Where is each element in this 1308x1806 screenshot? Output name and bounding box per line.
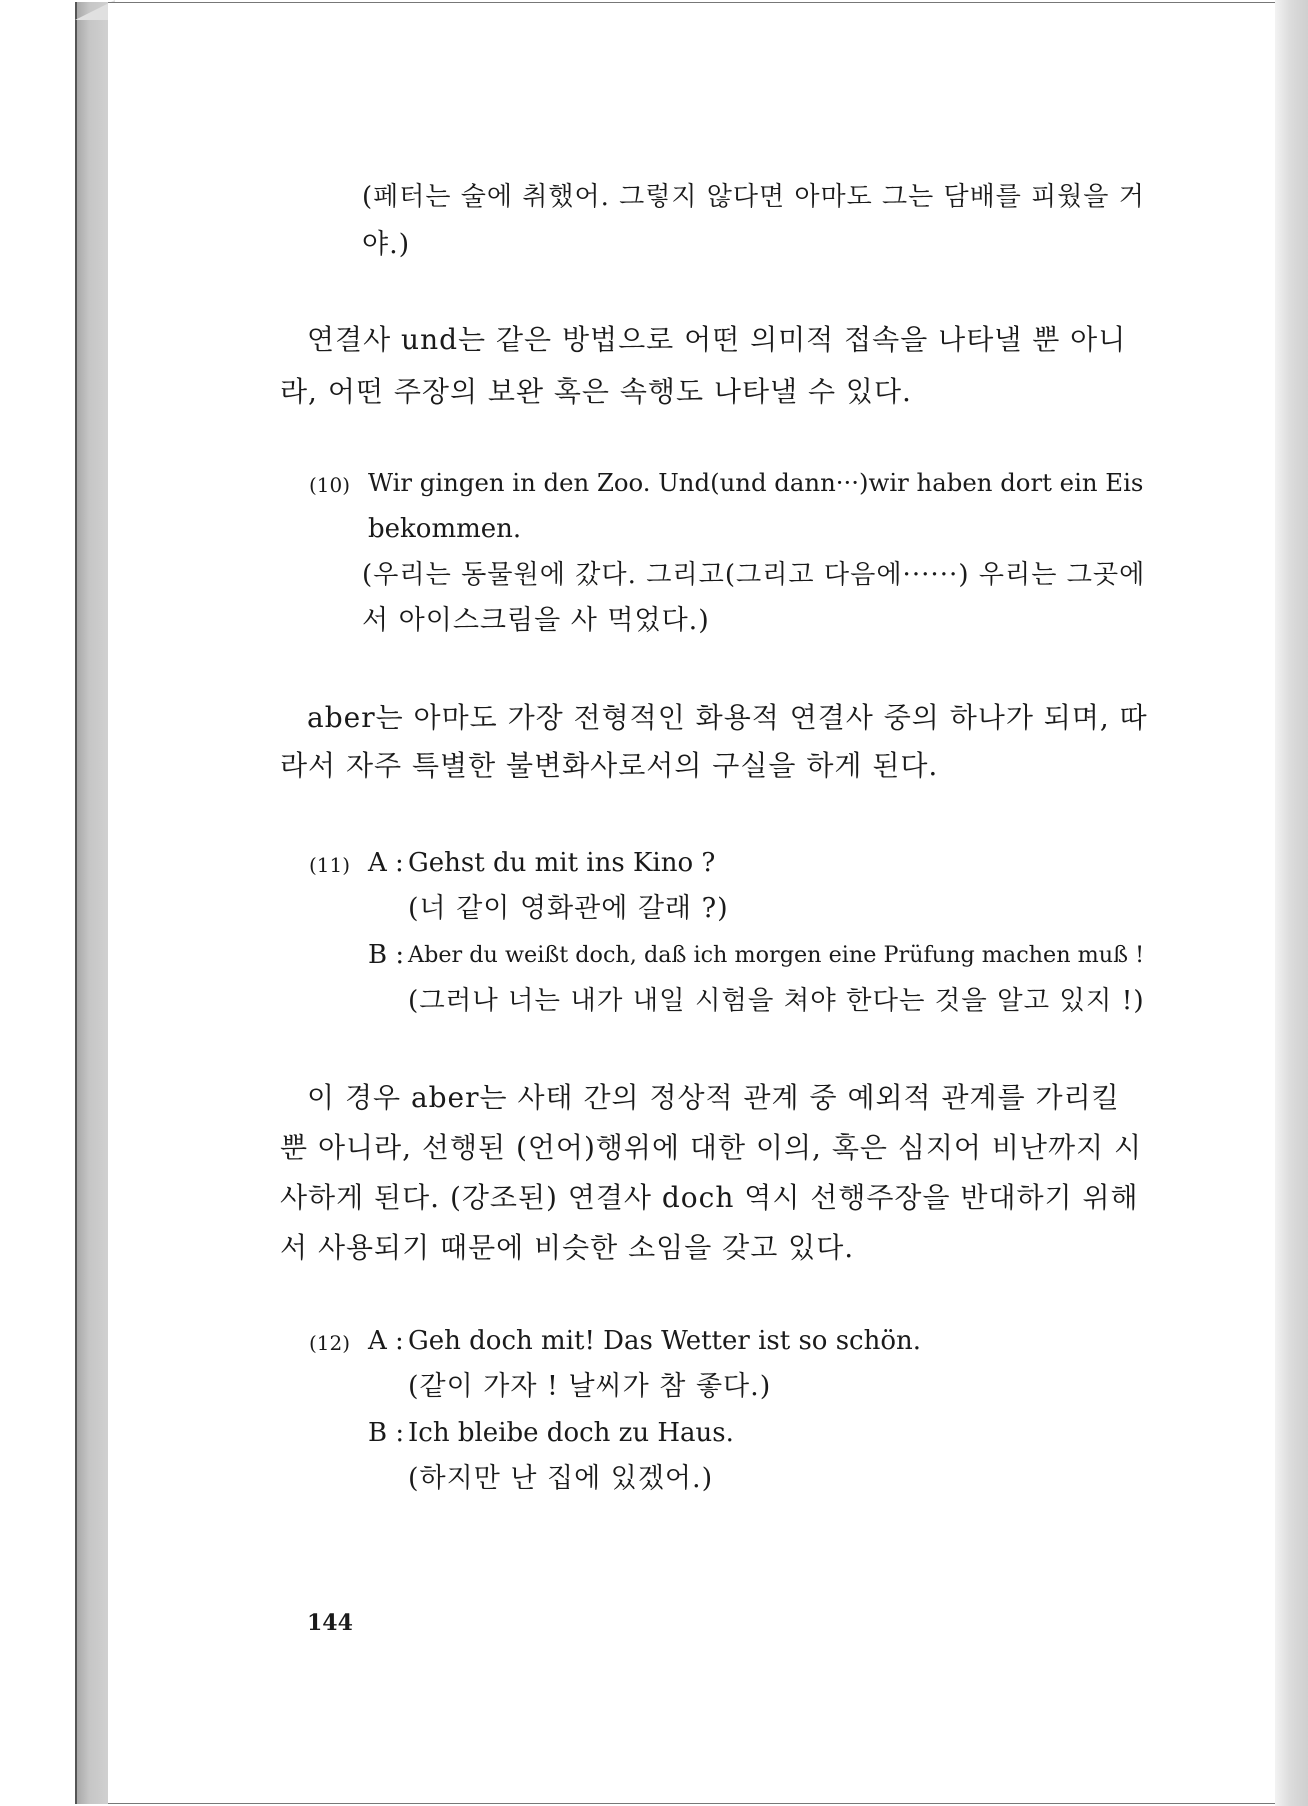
example-10-korean-line-1: (우리는 동물원에 갔다. 그리고(그리고 다음에······) 우리는 그곳에: [362, 560, 1146, 590]
paragraph-1-line-1: 연결사 und는 같은 방법으로 어떤 의미적 접속을 나타낼 뿐 아니: [307, 323, 1127, 356]
example-12-b-korean: (하지만 난 집에 있겠어.): [408, 1463, 714, 1494]
example-11-a-korean: (너 같이 영화관에 갈래 ?): [408, 893, 729, 924]
example-12-a-german: Geh doch mit! Das Wetter ist so schön.: [408, 1326, 922, 1356]
example-12-b-german: Ich bleibe doch zu Haus.: [408, 1418, 734, 1448]
example-11-b-korean: (그러나 너는 내가 내일 시험을 쳐야 한다는 것을 알고 있지 !): [408, 986, 1145, 1016]
example-11-speaker-b: B :: [368, 940, 405, 970]
carryover-line-1: (페터는 술에 취했어. 그렇지 않다면 아마도 그는 담배를 피웠을 거: [362, 182, 1145, 212]
example-10-german-line-2: bekommen.: [368, 514, 522, 544]
paragraph-2-line-1: aber는 아마도 가장 전형적인 화용적 연결사 중의 하나가 되며, 따: [307, 701, 1148, 734]
page-edge-shadow: [1275, 0, 1308, 1806]
carryover-line-2: 야.): [362, 229, 411, 260]
page-number: 144: [307, 1610, 353, 1636]
example-11-a-german: Gehst du mit ins Kino ?: [408, 848, 716, 878]
example-10-korean-line-2: 서 아이스크림을 사 먹었다.): [362, 605, 710, 636]
example-12-a-korean: (같이 가자 ! 날씨가 참 좋다.): [408, 1371, 772, 1402]
paragraph-2-line-2: 라서 자주 특별한 불변화사로서의 구실을 하게 된다.: [280, 749, 939, 782]
paragraph-1-line-2: 라, 어떤 주장의 보완 혹은 속행도 나타낼 수 있다.: [280, 375, 912, 408]
paragraph-3-line-4: 서 사용되기 때문에 비슷한 소임을 갖고 있다.: [280, 1231, 855, 1264]
example-10-number: (10): [309, 473, 351, 497]
paragraph-3-line-2: 뿐 아니라, 선행된 (언어)행위에 대한 이의, 혹은 심지어 비난까지 시: [280, 1131, 1143, 1164]
paragraph-3-line-1: 이 경우 aber는 사태 간의 정상적 관계 중 예외적 관계를 가리킬: [307, 1081, 1120, 1114]
example-11-b-german: Aber du weißt doch, daß ich morgen eine Prüfung machen muß !: [408, 942, 1145, 968]
example-12-speaker-b: B :: [368, 1418, 405, 1448]
example-10-german-line-1: Wir gingen in den Zoo. Und(und dann···)wir haben dort ein Eis: [368, 468, 1144, 497]
example-12-number: (12): [309, 1331, 351, 1355]
book-spine: [75, 2, 109, 1804]
example-11-speaker-a: A :: [368, 848, 404, 878]
example-12-speaker-a: A :: [368, 1326, 404, 1356]
example-11-number: (11): [309, 853, 351, 877]
paragraph-3-line-3: 사하게 된다. (강조된) 연결사 doch 역시 선행주장을 반대하기 위해: [280, 1181, 1139, 1214]
